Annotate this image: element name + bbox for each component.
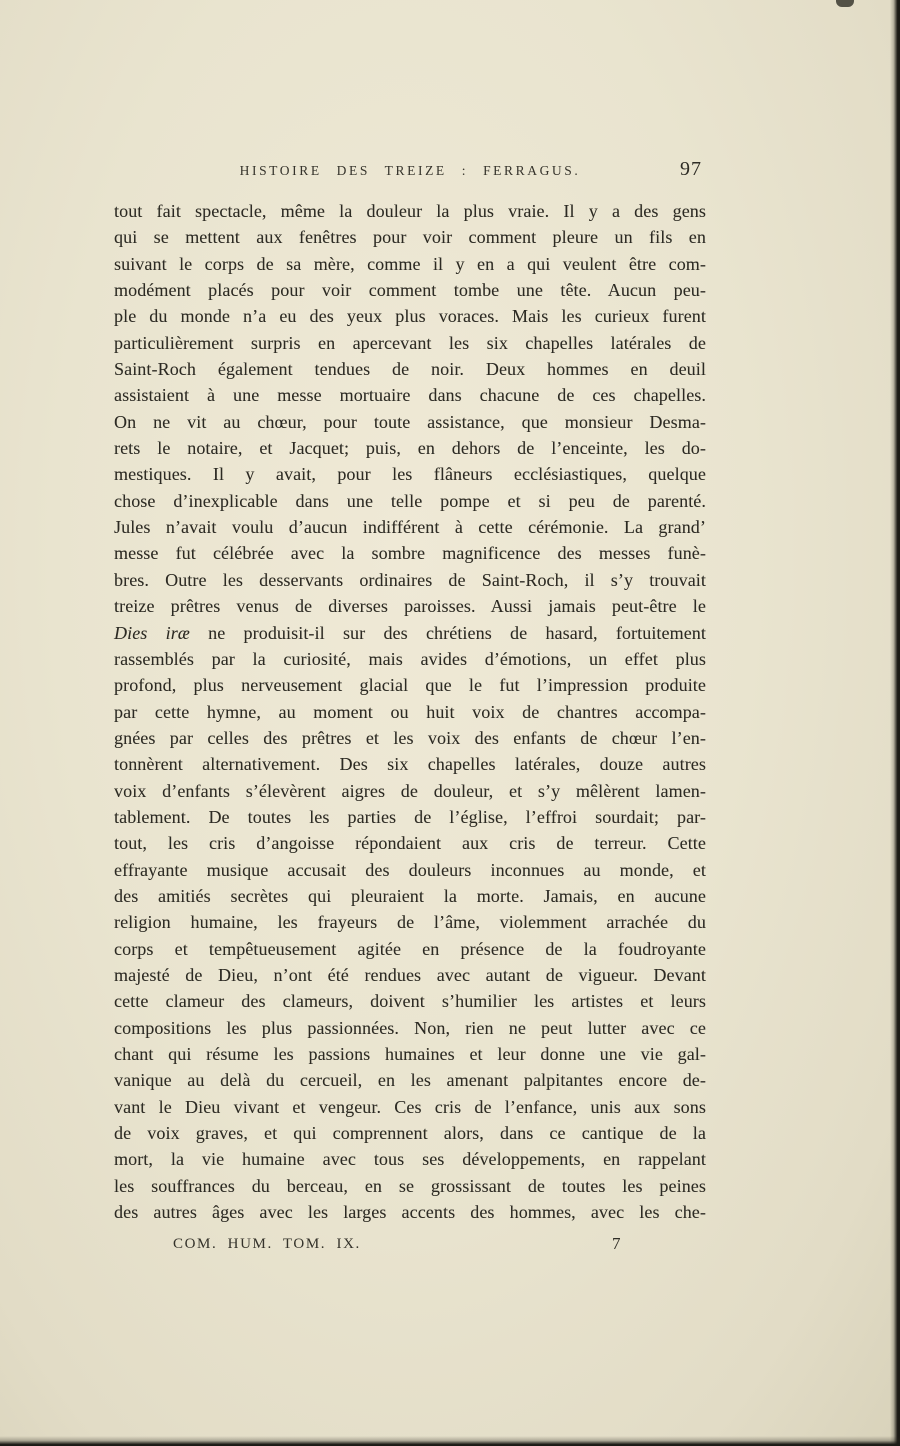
text-line: vanique au delà du cercueil, en les amenant palpitantes encore de- <box>114 1070 706 1091</box>
text-line: Jules n’avait voulu d’aucun indifférent à cette cérémonie. La grand’ <box>114 517 706 538</box>
text-line: chose d’inexplicable dans une telle pompe et si peu de parenté. <box>114 490 706 511</box>
text-line: modément placés pour voir comment tombe une tête. Aucun peu- <box>114 280 706 301</box>
volume-signature: COM. HUM. TOM. IX. <box>173 1236 361 1252</box>
text-line: assistaient à une messe mortuaire dans chacune de ces chapelles. <box>114 385 706 406</box>
text-line: par cette hymne, au moment ou huit voix de chantres accompa- <box>114 701 706 722</box>
text-line: vant le Dieu vivant et vengeur. Ces cris de l’enfance, unis aux sons <box>114 1096 706 1117</box>
page-header <box>115 158 705 184</box>
text-line: Saint-Roch également tendues de noir. Deux hommes en deuil <box>114 359 706 380</box>
text-line: voix d’enfants s’élevèrent aigres de douleur, et s’y mêlèrent lamen- <box>114 780 706 801</box>
text-line: chant qui résume les passions humaines et leur donne une vie gal- <box>114 1044 706 1064</box>
text-segment: ne produisit-il sur des chrétiens de hasard, fortuitement <box>189 622 706 643</box>
text-line: ple du monde n’a eu des yeux plus voraces. Mais les curieux furent <box>114 306 706 327</box>
text-line: tablement. De toutes les parties de l’église, l’effroi sourdait; par- <box>114 806 706 827</box>
sheet-signature: 7 <box>612 1234 621 1253</box>
scan-corner-mark <box>836 0 854 7</box>
text-line: qui se mettent aux fenêtres pour voir comment pleure un fils en <box>114 227 706 248</box>
text-line: cette clameur des clameurs, doivent s’humilier les artistes et leurs <box>114 991 706 1012</box>
text-line: religion humaine, les frayeurs de l’âme, violemment arrachée du <box>114 912 706 933</box>
scan-edge-bottom <box>0 1436 900 1446</box>
text-line: mestiques. Il y avait, pour les flâneurs ecclésiastiques, quelque <box>114 464 706 485</box>
text-line: corps et tempêtueusement agitée en présence de la foudroyante <box>114 938 706 959</box>
text-line <box>114 620 706 646</box>
running-title: HISTOIRE DES TREIZE : FERRAGUS. <box>239 163 581 178</box>
text-line: bres. Outre les desservants ordinaires de Saint-Roch, il s’y trouvait <box>114 569 706 590</box>
text-line: On ne vit au chœur, pour toute assistance, que monsieur Desma- <box>114 411 706 432</box>
text-line: des autres âges avec les larges accents des hommes, avec les che- <box>114 1202 706 1223</box>
text-line: rets le notaire, et Jacquet; puis, en dehors de l’enceinte, les do- <box>114 438 706 459</box>
text-line: suivant le corps de sa mère, comme il y en a qui veulent être com- <box>114 253 706 274</box>
text-line: tonnèrent alternativement. Des six chapelles latérales, douze autres <box>114 754 706 775</box>
text-line: mort, la vie humaine avec tous ses développements, en rappelant <box>114 1149 706 1170</box>
text-line: rassemblés par la curiosité, mais avides d’émotions, un effet plus <box>114 648 706 669</box>
text-line: treize prêtres venus de diverses paroisses. Aussi jamais peut-être le <box>114 596 706 617</box>
text-line: tout fait spectacle, même la douleur la plus vraie. Il y a des gens <box>114 201 706 221</box>
page-footer <box>115 1234 705 1258</box>
text-line: les souffrances du berceau, en se grossissant de toutes les peines <box>114 1175 706 1196</box>
italic-phrase: Dies iræ <box>114 622 190 643</box>
text-line: compositions les plus passionnées. Non, rien ne peut lutter avec ce <box>114 1017 706 1038</box>
text-line: majesté de Dieu, n’ont été rendues avec autant de vigueur. Devant <box>114 964 706 985</box>
body-text <box>114 198 706 1225</box>
scan-edge-right <box>890 0 900 1446</box>
text-line: particulièrement surpris en apercevant les six chapelles latérales de <box>114 332 706 353</box>
text-line: de voix graves, et qui comprennent alors, dans ce cantique de la <box>114 1123 706 1144</box>
text-line: effrayante musique accusait des douleurs inconnues au monde, et <box>114 859 706 880</box>
page-number: 97 <box>680 158 702 180</box>
text-line: des amitiés secrètes qui pleuraient la morte. Jamais, en aucune <box>114 885 706 906</box>
text-line: profond, plus nerveusement glacial que le fut l’impression produite <box>114 675 706 696</box>
text-line: tout, les cris d’angoisse répondaient aux cris de terreur. Cette <box>114 833 706 854</box>
text-line: messe fut célébrée avec la sombre magnificence des messes funè- <box>114 543 706 564</box>
text-line: gnées par celles des prêtres et les voix des enfants de chœur l’en- <box>114 727 706 748</box>
